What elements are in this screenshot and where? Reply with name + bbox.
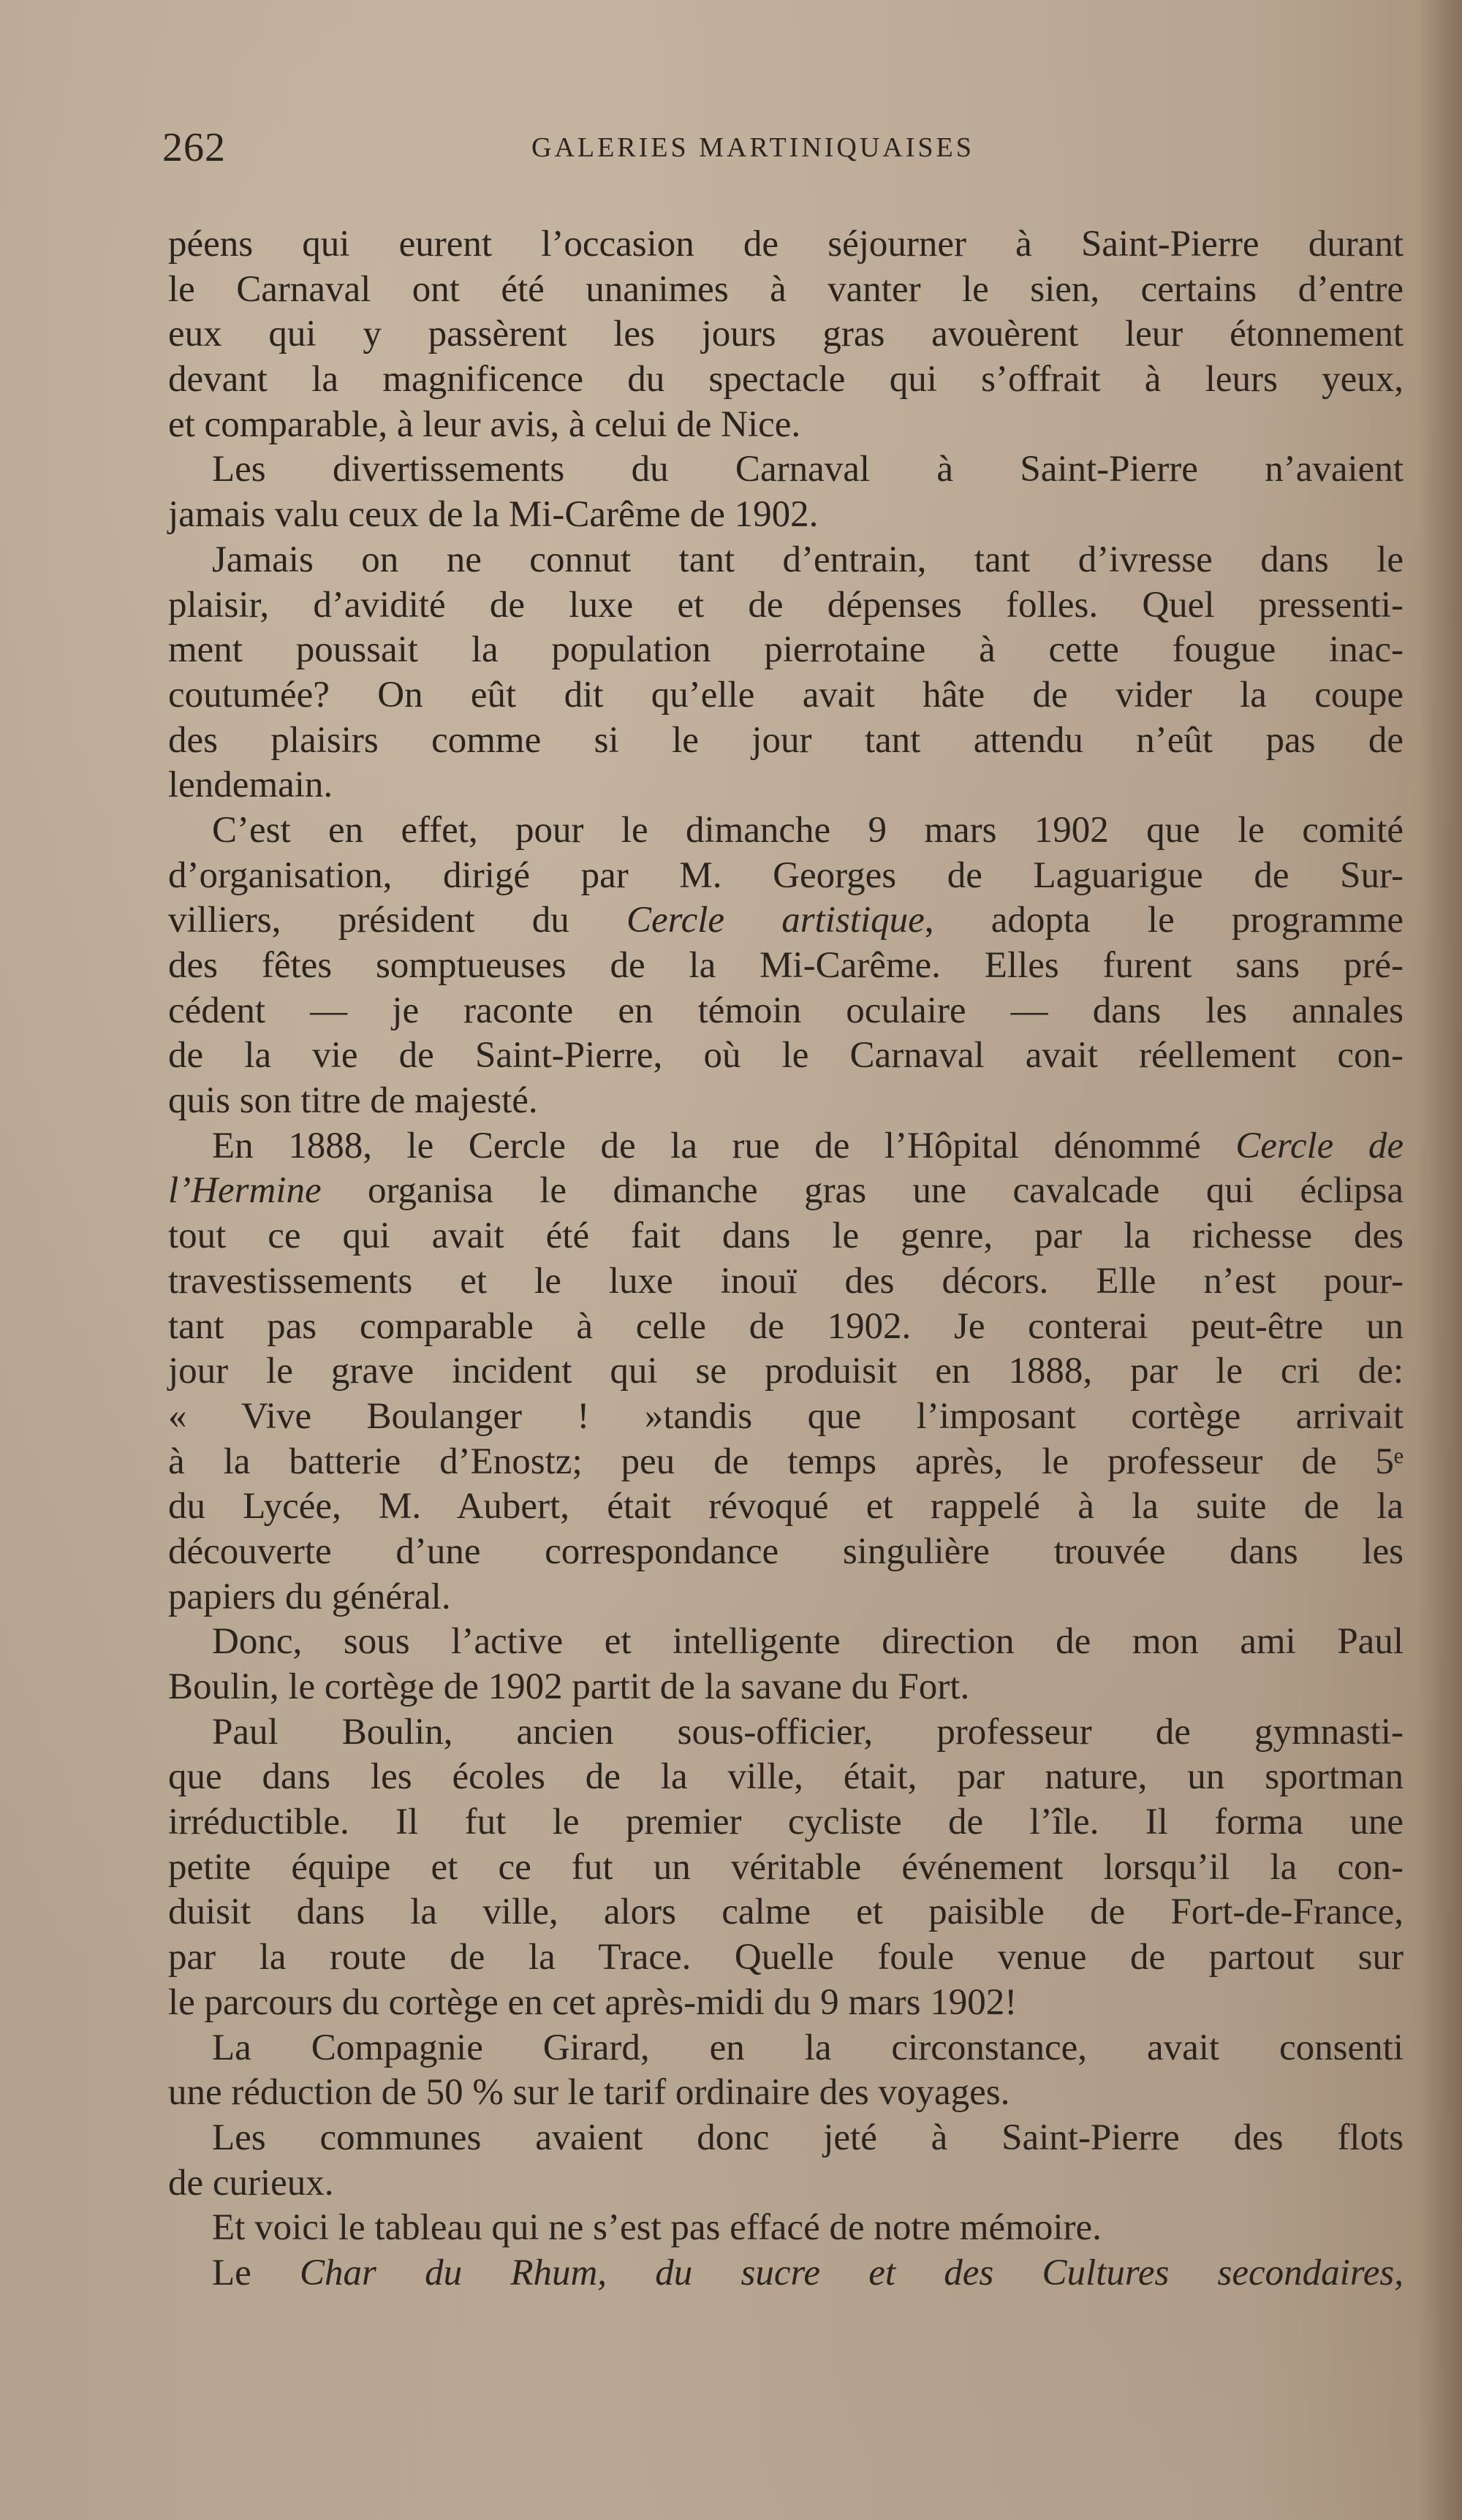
text-line: et comparable, à leur avis, à celui de Nice. bbox=[168, 403, 801, 445]
text-line: Les communes avaient donc jeté à Saint-Pierre des flots bbox=[212, 2117, 1404, 2158]
text-line: papiers du général. bbox=[168, 1576, 451, 1617]
text-line: Jamais on ne connut tant d’entrain, tant d’ivresse dans le bbox=[212, 539, 1404, 580]
text-line bbox=[168, 2251, 1404, 2296]
text-line: une réduction de 50 % sur le tarif ordinaire des voyages. bbox=[168, 2072, 1010, 2114]
text-line: Et voici le tableau qui ne s’est pas effacé de notre mémoire. bbox=[212, 2207, 1102, 2249]
page-number: 262 bbox=[162, 125, 226, 170]
text-line: cédent — je raconte en témoin oculaire — dans les annales bbox=[168, 990, 1404, 1031]
text-line: travestissements et le luxe inouï des décors. Elle n’est pour- bbox=[168, 1260, 1404, 1302]
body-text bbox=[168, 222, 1404, 2296]
text-line: des fêtes somptueuses de la Mi-Carême. Elles furent sans pré- bbox=[168, 945, 1404, 986]
text-line: quis son titre de majesté. bbox=[168, 1080, 538, 1122]
text-line: tout ce qui avait été fait dans le genre, par la richesse des bbox=[168, 1215, 1404, 1257]
page-edge-shadow bbox=[1418, 0, 1462, 2520]
text-line: coutumée? On eût dit qu’elle avait hâte de vider la coupe bbox=[168, 674, 1404, 716]
italic-text: Char du Rhum, du sucre et des Cultures secondaires, bbox=[300, 2252, 1404, 2293]
text-line: irréductible. Il fut le premier cycliste de l’île. Il forma une bbox=[168, 1802, 1404, 1843]
text-line: à la batterie d’Enostz; peu de temps après, le professeur de 5ᵉ bbox=[168, 1441, 1404, 1482]
text-line: eux qui y passèrent les jours gras avouèrent leur étonnement bbox=[168, 314, 1404, 355]
text-line: de curieux. bbox=[168, 2162, 334, 2204]
page-header bbox=[162, 124, 1404, 175]
text-line: jamais valu ceux de la Mi-Carême de 1902. bbox=[168, 494, 819, 536]
text-line: du Lycée, M. Aubert, était révoqué et rappelé à la suite de la bbox=[168, 1486, 1404, 1527]
text-line: découverte d’une correspondance singulière trouvée dans les bbox=[168, 1530, 1404, 1572]
running-title: GALERIES MARTINIQUAISES bbox=[531, 132, 974, 163]
text-line: jour le grave incident qui se produisit en 1888, par le cri de: bbox=[168, 1351, 1404, 1392]
text-segment: Le bbox=[212, 2252, 300, 2293]
text-line: des plaisirs comme si le jour tant attendu n’eût pas de bbox=[168, 719, 1404, 761]
text-segment: , adopta le programme bbox=[924, 900, 1404, 941]
text-line: petite équipe et ce fut un véritable événement lorsqu’il la con- bbox=[168, 1846, 1404, 1888]
text-line: péens qui eurent l’occasion de séjourner à Saint-Pierre durant bbox=[168, 224, 1404, 265]
text-line: de la vie de Saint-Pierre, où le Carnaval avait réellement con- bbox=[168, 1035, 1404, 1077]
text-line: Paul Boulin, ancien sous-officier, professeur de gymnasti- bbox=[212, 1711, 1404, 1753]
text-segment: En 1888, le Cercle de la rue de l’Hôpital dénommé bbox=[212, 1125, 1236, 1166]
text-line: « Vive Boulanger ! »tandis que l’imposant cortège arrivait bbox=[168, 1395, 1404, 1437]
italic-text: Cercle artistique bbox=[626, 900, 925, 941]
text-line: le parcours du cortège en cet après-midi du 9 mars 1902! bbox=[168, 1981, 1018, 2023]
text-line bbox=[168, 898, 1404, 944]
text-line bbox=[168, 1124, 1404, 1169]
text-line: d’organisation, dirigé par M. Georges de Laguarigue de Sur- bbox=[168, 854, 1404, 896]
text-line: Les divertissements du Carnaval à Saint-Pierre n’avaient bbox=[212, 449, 1404, 490]
text-line: duisit dans la ville, alors calme et paisible de Fort-de-France, bbox=[168, 1891, 1404, 1933]
text-line: lendemain. bbox=[168, 764, 333, 806]
text-line bbox=[168, 1169, 1404, 1214]
text-segment: villiers, président du bbox=[168, 900, 626, 941]
text-line: C’est en effet, pour le dimanche 9 mars 1902 que le comité bbox=[212, 809, 1404, 851]
text-line: Boulin, le cortège de 1902 partit de la savane du Fort. bbox=[168, 1666, 970, 1707]
italic-text: l’Hermine bbox=[168, 1170, 322, 1212]
text-line: le Carnaval ont été unanimes à vanter le sien, certains d’entre bbox=[168, 268, 1404, 310]
text-segment: organisa le dimanche gras une cavalcade qui éclipsa bbox=[321, 1170, 1404, 1212]
text-line: plaisir, d’avidité de luxe et de dépenses folles. Quel pressenti- bbox=[168, 584, 1404, 626]
text-line: devant la magnificence du spectacle qui s’offrait à leurs yeux, bbox=[168, 359, 1404, 401]
text-line: tant pas comparable à celle de 1902. Je conterai peut-être un bbox=[168, 1305, 1404, 1347]
text-line: que dans les écoles de la ville, était, par nature, un sportman bbox=[168, 1756, 1404, 1798]
text-line: La Compagnie Girard, en la circonstance, avait consenti bbox=[212, 2027, 1404, 2068]
text-line: par la route de la Trace. Quelle foule venue de partout sur bbox=[168, 1937, 1404, 1978]
italic-text: Cercle de bbox=[1235, 1125, 1404, 1166]
text-line: Donc, sous l’active et intelligente direction de mon ami Paul bbox=[212, 1621, 1404, 1663]
text-line: ment poussait la population pierrotaine à cette fougue inac- bbox=[168, 629, 1404, 671]
